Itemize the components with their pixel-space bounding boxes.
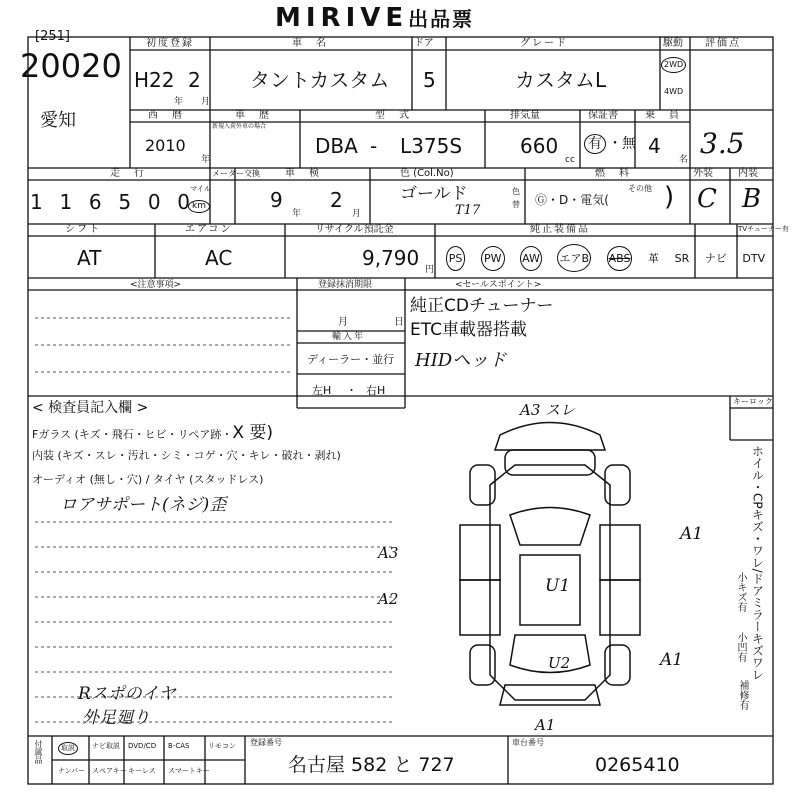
car-name-header: 車 名 [292,38,328,49]
first-reg-month: 2 [188,68,201,92]
mark-right-upper: A1 [680,524,704,544]
drive-4wd: 4WD [664,87,684,96]
lot-bracket: [251] [35,29,70,44]
car-diagram [430,401,670,725]
hand-note-1: ロアサポート(ネジ)歪 [60,495,227,515]
inspection-header: 車 検 [285,168,321,179]
first-reg-era: H22 [134,68,175,92]
hand-note-2: Rスポのイヤ [78,684,176,704]
lot-number: 20020 [20,47,122,85]
notes-header: <注意事項> [130,280,182,290]
inspection-month: 2 [330,188,343,212]
mileage-mile: マイル [190,185,211,193]
equip-pw: PW [481,246,505,271]
interior-grade: B [742,184,762,214]
drive-header: 駆動 [663,38,683,49]
color-header: 色 (Col.No) [400,168,454,179]
side-note-1: 小キズ有 [735,572,746,612]
capacity-header: 乗 員 [645,110,681,121]
model-header: 型 式 [375,110,411,121]
dealer-label: ディーラー・並行 [307,353,395,366]
key-lock-header: キーロック [733,397,773,406]
inspection-year: 9 [270,188,283,212]
shift-header: シフト [65,224,101,235]
side-note-vertical: ホイル・CPキズ・ワレ/ドアミラーキズワレ [750,445,765,681]
score-header: 評価点 [705,38,741,49]
equip-sr: SR [674,251,690,265]
mark-bottom: A1 [535,716,556,734]
equip-ps: PS [446,246,466,271]
mark-center: U1 [545,576,571,596]
acc-spare-key: スペアキー [92,767,127,775]
mileage-km: km [188,200,210,213]
equipment-header: 純正装備品 [530,224,590,235]
shift-value: AT [77,246,102,270]
acc-keyless: キーレス [128,767,156,775]
year-unit-2: 年 [201,155,211,165]
month-unit: 月 [201,97,211,107]
displacement: 660 [520,134,559,158]
recycle-header: リサイクル預託金 [315,224,394,235]
accessories-header: 付属品 [34,740,43,764]
reg-expiry-header: 登録抹消期限 [318,280,373,290]
yen-unit: 円 [425,265,435,275]
equip-navi: ナビ [704,252,727,265]
fuel-other: その他 [628,184,652,193]
mark-right-lower: A1 [660,650,684,670]
interior-line: 内装 (キズ・スレ・汚れ・シミ・コゲ・穴・キレ・破れ・剥れ) [32,449,341,462]
grade-header: グレード [520,38,568,49]
doors-value: 5 [423,68,436,92]
meter-change-header: メーター交換 [212,169,260,178]
reg-number-header: 登録番号 [250,738,282,747]
tv-tuner-header: TVチューナー有 [738,225,789,233]
inspection-month-unit: 月 [352,209,362,219]
car-name: タントカスタム [250,68,390,92]
acc-bcas: B-CAS [168,742,190,750]
exterior-grade: C [697,184,717,214]
acc-manual: 取説 [58,742,78,755]
warranty-yes: 有 [584,134,606,154]
recycle-value: 9,790 [362,246,420,270]
equip-leather: 革 [648,252,660,265]
month-label: 月 [338,317,348,328]
year-model-header: 西 暦 [148,110,184,121]
fuel-options: Ⓖ・D・電気( [535,193,609,207]
mileage-digits: 1 1 6 5 0 0 [30,190,190,214]
color-code: T17 [455,203,481,218]
color-change-label: 色替 [512,187,520,209]
chassis-header: 車台番号 [512,738,544,747]
equipment-list [438,244,773,272]
inspection-year-unit: 年 [292,209,302,219]
acc-navi-manual: ナビ取説 [92,742,120,750]
aircon-value: AC [205,246,233,270]
warranty-header: 保証書 [588,110,618,121]
hand-note-3: 外足廻り [82,708,150,728]
form-title: MIRIVE出品票 [275,3,475,33]
reg-number: 名古屋 582 と 727 [288,754,455,776]
equip-aw: AW [520,246,542,271]
equip-airbag: エアB [557,244,591,272]
exterior-header: 外装 [693,168,713,179]
chassis-number: 0265410 [595,754,680,776]
import-year-label: 輸入年 [332,332,366,342]
displacement-header: 排気量 [510,110,540,121]
capacity: 4 [648,134,661,158]
capacity-unit: 名 [679,155,689,165]
interior-header: 内装 [738,168,758,179]
handle-dot: ・ [346,384,357,397]
model-dash: - [370,134,378,158]
aircon-header: エアコン [185,224,233,235]
mark-left-lower: A2 [378,590,399,608]
color-value: ゴールド [400,184,468,204]
year-unit: 年 [174,97,184,107]
year-model: 2010 [145,136,186,155]
fuel-close: ) [664,182,675,212]
sales-point-2: ETC車載器搭載 [410,320,527,340]
handle-left: 左H [312,384,332,397]
windshield-line: Fガラス (キズ・飛石・ヒビ・リペア跡・X 要) [32,423,274,443]
sales-point-header: <セールスポイント> [455,280,542,290]
sales-point-1: 純正CDチューナー [410,296,554,316]
history-header: 車 歴 [235,110,271,121]
acc-smart-key: スマートキー [168,767,210,775]
mark-left-upper: A3 [378,544,399,562]
grade-value: カスタムL [515,68,607,92]
mark-top: A3 スレ [520,401,576,419]
inspector-header: < 検査員記入欄 > [32,400,149,416]
doors-header: ドア [414,38,434,49]
mileage-header: 走 行 [110,168,146,179]
history-note: 新規入荷外車の場合 [212,123,267,130]
mark-bottom-center: U2 [548,654,571,672]
warranty-no: ・無 [608,136,636,152]
acc-remote: リモコン [208,742,236,750]
acc-plate: ナンバー [58,767,86,775]
region: 愛知 [40,110,76,131]
score-value: 3.5 [700,127,745,160]
equip-abs: ABS [607,246,633,271]
acc-dvd: DVD/CD [128,742,157,750]
cc-unit: cc [565,155,575,165]
first-reg-header: 初度登録 [146,38,194,49]
model-prefix: DBA [315,134,358,158]
equip-dtv: DTV [742,251,766,265]
drive-2wd: 2WD [661,57,686,73]
day-label: 日 [394,317,404,328]
model-code: L375S [400,134,463,158]
sales-point-3: HIDヘッド [415,350,507,371]
audio-line: オーディオ (無し・穴) / タイヤ (スタッドレス) [32,473,264,486]
handle-right: 右H [366,384,386,397]
side-note-2: 小凹有 [735,632,746,662]
fuel-header: 燃 料 [595,168,631,179]
side-note-3: 補修有 [737,680,748,710]
